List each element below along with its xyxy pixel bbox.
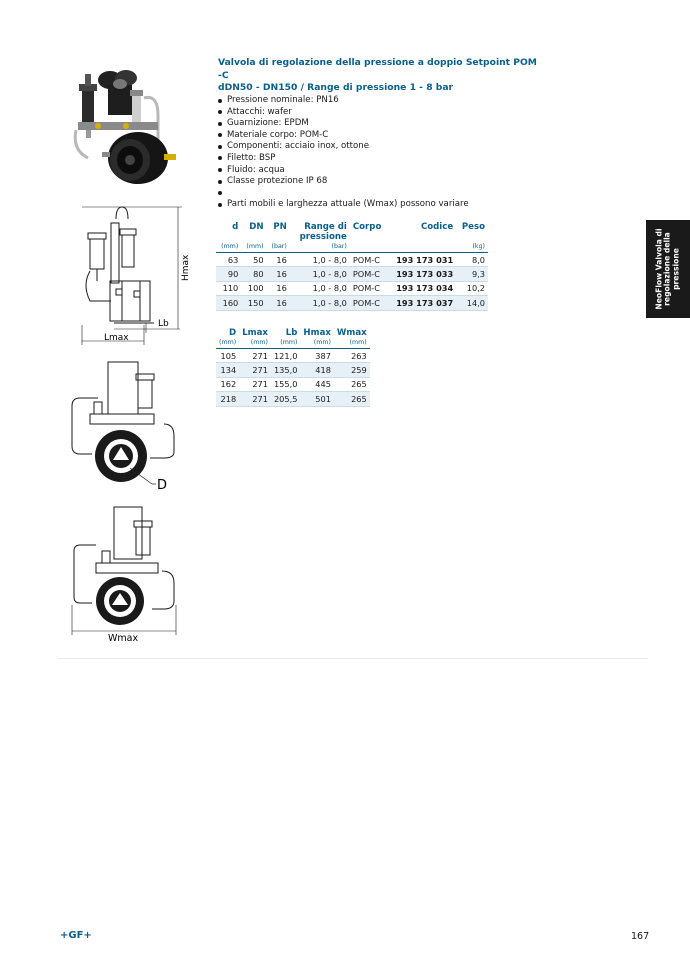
section-side-tab (646, 220, 690, 318)
cell-pn: 16 (267, 296, 290, 310)
cell-d: 160 (216, 296, 241, 310)
feature-item: Classe protezione IP 68 (218, 176, 469, 188)
cell-lmax: 271 (239, 392, 271, 406)
unit-range: (bar) (290, 242, 350, 253)
col-header-corpo: Corpo (352, 222, 382, 232)
unit-peso: (kg) (456, 242, 488, 253)
cell-wmax: 259 (334, 363, 370, 377)
unit-codice (387, 242, 456, 253)
cell-d: 63 (216, 253, 241, 267)
cell-dn: 80 (241, 267, 266, 281)
label-lb: Lb (158, 319, 169, 329)
cell-corpo: POM-C (350, 281, 388, 295)
cell-dn: 50 (241, 253, 266, 267)
cell-peso: 8,0 (456, 253, 488, 267)
cell-lb: 121,0 (271, 349, 300, 363)
cell-d: 162 (216, 377, 239, 391)
label-hmax: Hmax (181, 254, 191, 281)
table-row (216, 296, 488, 310)
col-header-lb: Lb (285, 328, 298, 338)
cell-codice: 193 173 037 (387, 296, 456, 310)
unit-corpo (350, 242, 388, 253)
cell-hmax: 445 (300, 377, 334, 391)
col-header-d: d (232, 222, 239, 232)
cell-d: 90 (216, 267, 241, 281)
feature-item: Materiale corpo: POM-C (218, 130, 469, 142)
label-wmax: Wmax (108, 633, 139, 644)
col-header-peso: Peso (461, 222, 485, 232)
col-header-dn: DN (249, 222, 264, 232)
cell-range: 1,0 - 8,0 (290, 281, 350, 295)
table-row (216, 281, 488, 295)
spec-table-dimensions (216, 328, 370, 407)
cell-codice: 193 173 031 (387, 253, 456, 267)
col-header-d: D (229, 328, 237, 338)
cell-lmax: 271 (239, 349, 271, 363)
table-row (216, 392, 370, 406)
table-row (216, 377, 370, 391)
unit-d: (mm) (216, 242, 241, 253)
cell-pn: 16 (267, 253, 290, 267)
feature-item: Filetto: BSP (218, 153, 469, 165)
feature-item: Attacchi: wafer (218, 107, 469, 119)
unit-lmax: (mm) (239, 338, 271, 349)
unit-dn: (mm) (241, 242, 266, 253)
cell-lmax: 271 (239, 363, 271, 377)
cell-range: 1,0 - 8,0 (290, 296, 350, 310)
cell-pn: 16 (267, 281, 290, 295)
label-d: D (157, 478, 168, 493)
cell-lb: 155,0 (271, 377, 300, 391)
cell-corpo: POM-C (350, 267, 388, 281)
table-row (216, 253, 488, 267)
dimension-drawing-front-view (64, 358, 184, 498)
cell-lb: 205,5 (271, 392, 300, 406)
product-photo (68, 60, 188, 190)
cell-pn: 16 (267, 267, 290, 281)
spec-table-codes (216, 222, 488, 311)
cell-corpo: POM-C (350, 296, 388, 310)
unit-pn: (bar) (267, 242, 290, 253)
feature-item (218, 188, 469, 200)
col-header-pn: PN (273, 222, 287, 232)
cell-d: 218 (216, 392, 239, 406)
cell-peso: 14,0 (456, 296, 488, 310)
dimension-drawing-side-view (76, 205, 196, 355)
unit-d: (mm) (216, 338, 239, 349)
col-header-range: Range di pressione (299, 222, 347, 242)
cell-peso: 9,3 (456, 267, 488, 281)
feature-list (218, 95, 469, 211)
product-title (218, 57, 538, 95)
feature-item: Pressione nominale: PN16 (218, 95, 469, 107)
cell-range: 1,0 - 8,0 (290, 267, 350, 281)
page-number: 167 (631, 931, 650, 942)
cell-d: 105 (216, 349, 239, 363)
cell-hmax: 387 (300, 349, 334, 363)
side-tab-label: NeoFlow Valvola di regolazione della pressione (654, 228, 681, 310)
cell-hmax: 501 (300, 392, 334, 406)
feature-item: Parti mobili e larghezza attuale (Wmax) possono variare (218, 199, 469, 211)
cell-dn: 150 (241, 296, 266, 310)
cell-codice: 193 173 033 (387, 267, 456, 281)
label-lmax: Lmax (104, 333, 129, 343)
cell-corpo: POM-C (350, 253, 388, 267)
unit-wmax: (mm) (334, 338, 370, 349)
cell-lb: 135,0 (271, 363, 300, 377)
gf-logo: +GF+ (60, 930, 92, 941)
feature-item: Componenti: acciaio inox, ottone (218, 141, 469, 153)
section-divider (58, 658, 648, 659)
col-header-wmax: Wmax (336, 328, 367, 338)
table-row (216, 363, 370, 377)
cell-codice: 193 173 034 (387, 281, 456, 295)
feature-item: Fluido: acqua (218, 165, 469, 177)
cell-wmax: 265 (334, 392, 370, 406)
product-title-line1: Valvola di regolazione della pressione a doppio Setpoint POM -C (218, 57, 537, 81)
product-title-line2: dDN50 - DN150 / Range di pressione 1 - 8 bar (218, 82, 454, 93)
dimension-drawing-width-view (66, 505, 186, 650)
cell-range: 1,0 - 8,0 (290, 253, 350, 267)
cell-wmax: 265 (334, 377, 370, 391)
cell-peso: 10,2 (456, 281, 488, 295)
feature-item: Guarnizione: EPDM (218, 118, 469, 130)
unit-lb: (mm) (271, 338, 300, 349)
unit-hmax: (mm) (300, 338, 334, 349)
cell-dn: 100 (241, 281, 266, 295)
cell-lmax: 271 (239, 377, 271, 391)
col-header-codice: Codice (420, 222, 454, 232)
col-header-lmax: Lmax (242, 328, 268, 338)
cell-hmax: 418 (300, 363, 334, 377)
cell-d: 134 (216, 363, 239, 377)
cell-d: 110 (216, 281, 241, 295)
cell-wmax: 263 (334, 349, 370, 363)
table-row (216, 267, 488, 281)
table-row (216, 349, 370, 363)
col-header-hmax: Hmax (303, 328, 331, 338)
